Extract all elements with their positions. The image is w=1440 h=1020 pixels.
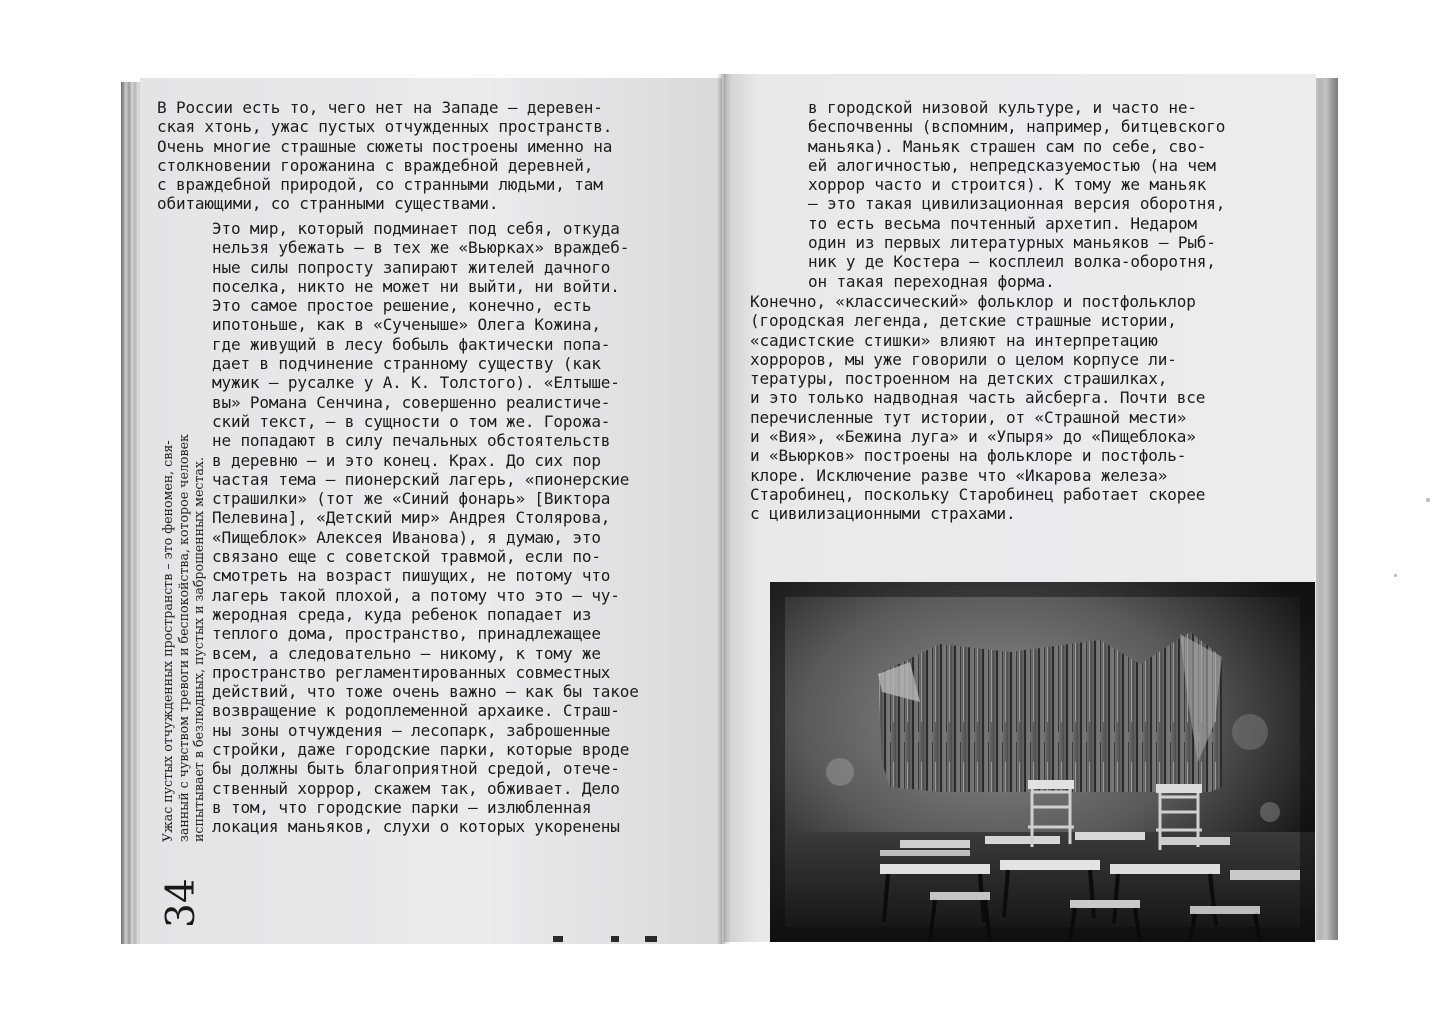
text-line: «садистские стишки» влияют на интерпретацию xyxy=(750,330,1158,350)
text-line: жеродная среда, куда ребенок попадает из xyxy=(212,604,592,624)
text-line: смотреть на возраст пишущих, не потому что xyxy=(212,566,611,586)
book-gutter xyxy=(717,74,731,944)
right-paragraph-1 xyxy=(808,98,1225,291)
text-line: он такая переходная форма. xyxy=(808,271,1055,291)
text-line: мужик – русалке у А. К. Толстого). «Елтыше- xyxy=(212,373,620,393)
text-line: в том, что городские парки – излюбленная xyxy=(212,797,592,817)
text-line: Старобинец, поскольку Старобинец работает скорее xyxy=(750,484,1206,504)
text-line: поселка, никто не может ни выйти, ни войти. xyxy=(212,276,620,296)
text-line: пространство регламентированных совместных xyxy=(212,662,611,682)
text-line: (городская легенда, детские страшные истории, xyxy=(750,311,1177,331)
text-line: обитающими, со странными существами. xyxy=(157,194,499,214)
text-line: ственный хоррор, скажем так, обживает. Дело xyxy=(212,778,620,798)
text-line: связано еще с советской травмой, если по- xyxy=(212,547,601,567)
text-line: дает в подчинение странному существу (как xyxy=(212,354,601,374)
text-line: локация маньяков, слухи о которых укоренены xyxy=(212,817,620,837)
text-line: маньяка). Маньяк страшен сам по себе, сво- xyxy=(808,136,1207,156)
print-mark xyxy=(645,936,657,942)
text-line: вы» Романа Сенчина, совершенно реалистиче- xyxy=(212,392,611,412)
sidebar-line: занный с чувством тревоги и беспокойства, которое человек xyxy=(175,434,191,842)
page-stack-right-edge xyxy=(1314,78,1338,940)
text-line: стройки, даже городские парки, которые вроде xyxy=(212,740,630,760)
page-number: 34 xyxy=(159,878,204,928)
text-line: ные силы попросту запирают жителей дачного xyxy=(212,257,611,277)
text-line: не попадают в силу печальных обстоятельств xyxy=(212,431,611,451)
page-stack-left-edge xyxy=(121,82,141,944)
text-line: и «Вьюрков» построены на фольклоре и постфоль- xyxy=(750,446,1187,466)
print-mark xyxy=(611,936,619,942)
text-line: бы должны быть благоприятной средой, отече- xyxy=(212,759,620,779)
text-line: частая тема – пионерский лагерь, «пионерские xyxy=(212,469,630,489)
text-line: в городской низовой культуре, и часто не- xyxy=(808,98,1197,117)
left-paragraph-1 xyxy=(157,98,612,214)
text-line: ский текст, – в сущности о том же. Горожа- xyxy=(212,411,611,431)
text-line: – это такая цивилизационная версия оборотня, xyxy=(808,194,1226,214)
text-line: Это мир, который подминает под себя, откуда xyxy=(212,219,620,238)
sidebar-line: испытывает в безлюдных, пустых и заброшенных местах. xyxy=(191,456,207,842)
text-line: теплого дома, пространство, принадлежащее xyxy=(212,624,601,644)
text-line: «Пищеблок» Алексея Иванова), я думаю, это xyxy=(212,527,601,547)
text-line: ипотоньше, как в «Сученыше» Олега Кожина, xyxy=(212,315,601,335)
classroom-photo-image xyxy=(770,582,1315,942)
text-line: ей алогичностью, непредсказуемостью (на чем xyxy=(808,155,1216,175)
text-line: столкновении горожанина с враждебной деревней, xyxy=(157,155,594,175)
text-line: и «Вия», «Бежина луга» и «Упыря» до «Пищеблока» xyxy=(750,427,1196,447)
text-line: перечисленные тут истории, от «Страшной мести» xyxy=(750,407,1187,427)
text-line: возвращение к родоплеменной архаике. Страш- xyxy=(212,701,620,721)
dust-speck xyxy=(1394,574,1397,577)
text-line: В России есть то, чего нет на Западе – деревен- xyxy=(157,98,603,117)
text-line: Конечно, «классический» фольклор и постфольклор xyxy=(750,292,1196,311)
text-line: ны зоны отчуждения – лесопарк, заброшенные xyxy=(212,720,611,740)
text-line: и это только надводная часть айсберга. Почти все xyxy=(750,388,1206,408)
text-line: клоре. Исключение разве что «Икарова железа» xyxy=(750,465,1168,485)
text-line: нельзя убежать – в тех же «Вьюрках» враждеб- xyxy=(212,238,630,258)
right-paragraph-2 xyxy=(750,292,1205,524)
text-line: где живущий в лесу бобыль фактически попа- xyxy=(212,334,611,354)
sidebar-note xyxy=(160,422,207,842)
classroom-photo xyxy=(770,582,1315,942)
text-line: хорроров, мы уже говорили о целом корпусе ли- xyxy=(750,349,1177,369)
text-line: хоррор часто и строится). К тому же маньяк xyxy=(808,175,1207,195)
text-line: Пелевина], «Детский мир» Андрея Столярова, xyxy=(212,508,611,528)
sidebar-line: Ужас пустых отчужденных пространств – это феномен, свя- xyxy=(160,440,175,842)
text-line: с цивилизационными страхами. xyxy=(750,504,1016,524)
print-mark xyxy=(553,936,563,942)
text-line: тературы, построенном на детских страшилках, xyxy=(750,369,1168,389)
text-line: с враждебной природой, со странными людьми, там xyxy=(157,175,603,195)
text-line: действий, что тоже очень важно – как бы такое xyxy=(212,682,639,702)
text-line: всем, а следовательно – никому, к тому же xyxy=(212,643,601,663)
text-line: беспочвенны (вспомним, например, битцевского xyxy=(808,117,1226,137)
text-line: ская хтонь, ужас пустых отчужденных пространств. xyxy=(157,117,613,137)
text-line: лагерь такой плохой, а потому что это – чу- xyxy=(212,585,620,605)
text-line: один из первых литературных маньяков – Рыб- xyxy=(808,233,1216,253)
text-line: Это самое простое решение, конечно, есть xyxy=(212,296,592,316)
text-line: ник у де Костера – косплеил волка-оборотня, xyxy=(808,252,1216,272)
text-line: в деревню – и это конец. Крах. До сих пор xyxy=(212,450,601,470)
left-paragraph-2 xyxy=(212,219,639,837)
text-line: Очень многие страшные сюжеты построены именно на xyxy=(157,136,613,156)
dust-speck xyxy=(1426,498,1430,502)
text-line: страшилки» (тот же «Синий фонарь» [Виктора xyxy=(212,489,611,509)
text-line: то есть весьма почтенный архетип. Недаром xyxy=(808,213,1197,233)
